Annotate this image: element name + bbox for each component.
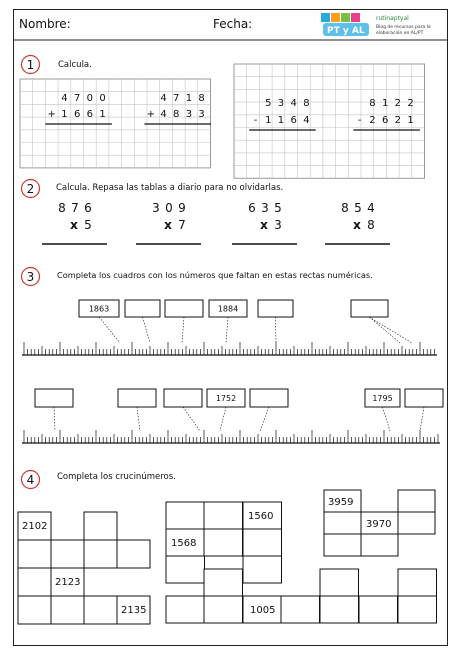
answer-box[interactable] (405, 389, 443, 407)
multiplier: 8 (367, 218, 375, 232)
answer-box[interactable] (35, 389, 73, 407)
digit: 5 (274, 201, 282, 215)
digit: 1 (185, 93, 193, 104)
puzzle-number: 1005 (250, 605, 276, 616)
name-label: Nombre: (19, 17, 71, 31)
times-sign: x (260, 218, 268, 232)
number-line-1[interactable] (22, 300, 437, 355)
digit: 3 (277, 98, 285, 109)
logo-block (331, 13, 340, 22)
section-instruction: Calcula. (58, 60, 92, 70)
box-value: 1752 (215, 394, 237, 403)
answer-box[interactable] (250, 389, 288, 407)
digit: 4 (61, 93, 68, 104)
digit: 0 (86, 93, 94, 104)
operator-sign: + (146, 109, 156, 120)
puzzle-cell[interactable] (243, 556, 282, 583)
pointer-line (383, 407, 391, 431)
section-3 (22, 268, 444, 444)
digit: 3 (185, 109, 193, 120)
puzzle-cell[interactable] (204, 502, 243, 529)
digit: 6 (248, 201, 256, 215)
puzzle-cell[interactable] (359, 596, 398, 623)
answer-box[interactable] (164, 389, 202, 407)
calc-grid-addition[interactable] (20, 79, 211, 168)
number-line-2[interactable] (22, 389, 443, 443)
pointer-line (183, 407, 200, 431)
pointer-line (99, 317, 120, 343)
digit: 5 (354, 201, 362, 215)
section-instruction: Completa los crucinúmeros. (57, 472, 176, 482)
multiplication-exercises[interactable] (42, 201, 390, 244)
pointer-line (54, 407, 55, 431)
digit: 8 (369, 98, 376, 109)
digit: 4 (290, 98, 297, 109)
section-1 (20, 56, 425, 179)
puzzle-cell[interactable] (84, 596, 117, 624)
digit: 1 (407, 115, 414, 126)
digit: 7 (71, 201, 79, 215)
answer-box[interactable] (258, 300, 293, 317)
digit: 8 (173, 109, 180, 120)
puzzle-cell[interactable] (320, 596, 359, 623)
digit: 6 (290, 115, 297, 126)
blog-subtitle: elaboración en AL/PT (376, 31, 424, 36)
digit: 5 (265, 98, 272, 109)
digit: 1 (265, 115, 272, 126)
puzzle-cell[interactable] (361, 534, 398, 556)
digit: 8 (341, 201, 349, 215)
answer-box[interactable] (125, 300, 160, 317)
operator-sign: - (253, 115, 258, 126)
puzzle-number: 3970 (366, 519, 392, 530)
digit: 7 (73, 93, 81, 104)
pointer-line (420, 407, 424, 431)
answer-box[interactable] (351, 300, 388, 317)
digit: 2 (394, 115, 402, 126)
section-4 (18, 471, 437, 625)
digit: 0 (99, 93, 106, 104)
pointer-line (143, 317, 151, 343)
box-value: 1863 (88, 304, 110, 314)
crossnumber-puzzles[interactable] (18, 490, 437, 624)
puzzle-cell[interactable] (117, 540, 150, 568)
puzzle-cell[interactable] (243, 529, 282, 556)
pointer-line (226, 317, 228, 343)
blog-title: rutinaptyal (376, 15, 409, 22)
section-number: 3 (26, 270, 35, 284)
box-value: 1795 (372, 394, 393, 403)
section-number: 2 (26, 182, 35, 196)
calc-grid-subtraction[interactable] (234, 64, 425, 178)
puzzle-cell[interactable] (18, 568, 51, 596)
section-number: 1 (26, 58, 35, 72)
puzzle-number: 2102 (22, 521, 48, 532)
times-sign: x (164, 218, 172, 232)
logo-block (341, 13, 350, 22)
section-instruction: Calcula. Repasa las tablas a diario para no olvidarlas. (56, 183, 284, 193)
puzzle-cell[interactable] (398, 596, 437, 623)
puzzle-cell[interactable] (281, 596, 320, 623)
digit: 0 (165, 201, 173, 215)
date-label: Fecha: (213, 17, 253, 31)
digit: 4 (160, 109, 167, 120)
digit: 6 (86, 109, 94, 120)
digit: 8 (303, 98, 310, 109)
puzzle-cell[interactable] (166, 596, 205, 623)
puzzle-number: 1560 (248, 511, 274, 522)
digit: 2 (407, 98, 414, 109)
puzzle-cell[interactable] (166, 556, 205, 583)
puzzle-cell[interactable] (398, 490, 435, 512)
answer-box[interactable] (165, 300, 203, 317)
digit: 4 (160, 93, 167, 104)
puzzle-cell[interactable] (84, 540, 117, 568)
puzzle-number: 3959 (328, 497, 354, 508)
puzzle-cell[interactable] (398, 512, 435, 534)
digit: 3 (152, 201, 160, 215)
answer-box[interactable] (118, 389, 156, 407)
puzzle-number: 1568 (171, 538, 197, 549)
puzzle-cell[interactable] (18, 596, 51, 624)
pointer-line (260, 407, 269, 431)
multiplier: 5 (84, 218, 92, 232)
digit: 8 (58, 201, 66, 215)
digit: 4 (303, 115, 310, 126)
puzzle-cell[interactable] (398, 569, 437, 596)
puzzle-cell[interactable] (51, 596, 84, 624)
digit: 2 (369, 115, 376, 126)
times-sign: x (70, 218, 78, 232)
digit: 4 (367, 201, 375, 215)
box-value: 1884 (217, 304, 239, 314)
puzzle-cell[interactable] (204, 569, 243, 596)
puzzle-cell[interactable] (324, 512, 361, 534)
section-2 (22, 180, 391, 245)
puzzle-cell[interactable] (18, 540, 51, 568)
digit: 3 (198, 109, 205, 120)
times-sign: x (353, 218, 361, 232)
puzzle-cell[interactable] (324, 534, 361, 556)
pointer-line (220, 407, 226, 431)
pointer-line (276, 317, 277, 343)
puzzle-cell[interactable] (166, 502, 205, 529)
pointer-line (369, 317, 412, 343)
operator-sign: + (47, 109, 56, 120)
digit: 7 (173, 93, 180, 104)
pointer-line (182, 317, 184, 343)
logo (321, 13, 369, 36)
digit: 1 (99, 109, 106, 120)
digit: 1 (381, 98, 389, 109)
puzzle-cell[interactable] (204, 529, 243, 556)
digit: 1 (277, 115, 285, 126)
puzzle-number: 2123 (55, 577, 81, 588)
pointer-line (370, 317, 401, 343)
digit: 6 (381, 115, 389, 126)
digit: 1 (61, 109, 68, 120)
digit: 6 (73, 109, 81, 120)
operator-sign: - (357, 115, 362, 126)
puzzle-cell[interactable] (204, 596, 243, 623)
digit: 8 (198, 93, 205, 104)
section-number: 4 (26, 473, 35, 487)
logo-block (351, 13, 360, 22)
multiplier: 3 (274, 218, 282, 232)
multiplier: 7 (178, 218, 186, 232)
digit: 3 (261, 201, 269, 215)
puzzle-cell[interactable] (320, 569, 359, 596)
digit: 2 (394, 98, 402, 109)
puzzle-number: 2135 (121, 605, 147, 616)
section-instruction: Completa los cuadros con los números que faltan en estas rectas numéricas. (57, 270, 373, 280)
logo-text: PT y AL (327, 26, 365, 36)
puzzle-cell[interactable] (51, 540, 84, 568)
pointer-line (137, 407, 140, 431)
digit: 9 (178, 201, 186, 215)
puzzle-cell[interactable] (84, 512, 117, 540)
blog-subtitle: Blog de recursos para la (376, 25, 431, 30)
digit: 6 (84, 201, 92, 215)
logo-block (321, 13, 330, 22)
